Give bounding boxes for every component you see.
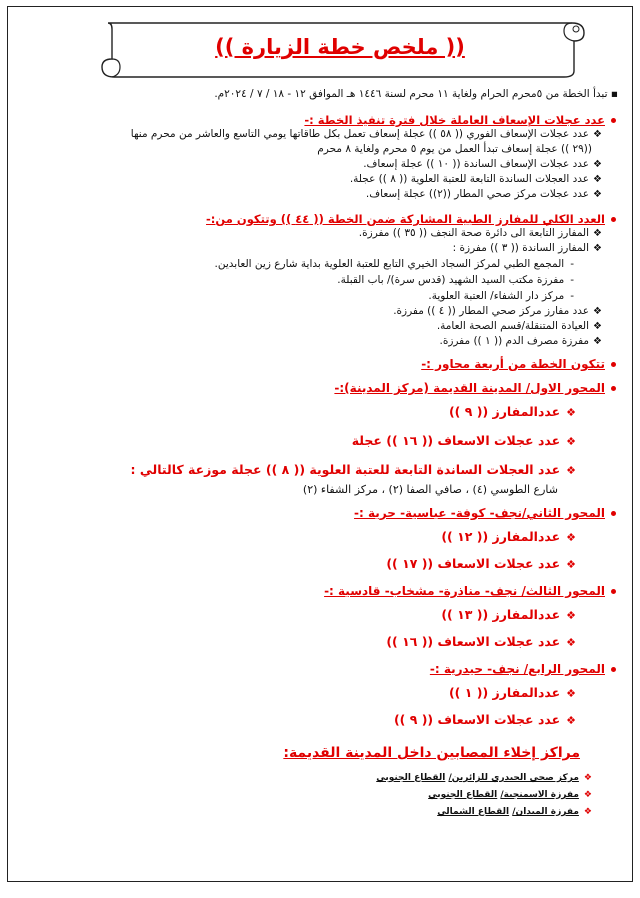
section-dot-icon (611, 589, 616, 594)
diamond-bullet-icon: ❖ (566, 558, 576, 571)
section-ambulance-heading: عدد عجلات الإسعاف العاملة خلال فترة تنفيذ الخطة :- (8, 113, 616, 127)
diamond-bullet-icon: ❖ (593, 306, 602, 317)
axis4-heading: المحور الرابع/ نجف- حيدرية :- (8, 662, 616, 676)
diamond-bullet-icon: ❖ (593, 189, 602, 200)
page-title: (( ملخص خطة الزيارة )) (215, 35, 465, 59)
diamond-bullet-icon: ❖ (566, 531, 576, 544)
section-detachments-heading: العدد الكلي للمفارز الطبية المشاركة ضمن الخطة (( ٤٤ )) وتتكون من:- (8, 212, 616, 226)
evacuation-centers-heading: مراكز إخلاء المصابين داخل المدينة القديمة: (283, 745, 580, 761)
section-dot-icon (611, 217, 616, 222)
axis1-support: ❖عدد العجلات الساندة التابعة للعتبة العلوية (( ٨ )) عجلة موزعة كالتالي : (130, 462, 576, 477)
diamond-bullet-icon: ❖ (593, 321, 602, 332)
document-page (7, 6, 633, 882)
axis1-distribution: شارع الطوسي (٤) ، صافي الصفا (٢) ، مركز الشفاء (٢) (302, 483, 558, 496)
axis3-ambulances: ❖عدد عجلات الاسعاف (( ١٦ )) (386, 634, 576, 649)
diamond-bullet-icon: ❖ (583, 807, 592, 817)
diamond-bullet-icon: ❖ (593, 228, 602, 239)
detachment-line: ❖عدد مفارز مركز صحي المطار (( ٤ )) مفرزة. (393, 305, 602, 317)
section-dot-icon (611, 386, 616, 391)
section-dot-icon (611, 667, 616, 672)
section-axes-heading: تتكون الخطة من أربعة محاور :- (8, 357, 616, 371)
diamond-bullet-icon: ❖ (593, 336, 602, 347)
axis1-heading: المحور الاول/ المدينة القديمة (مركز المدينة):- (8, 381, 616, 395)
ambulance-line: ❖عدد عجلات الإسعاف الساندة (( ١٠ )) عجلة إسعاف. (363, 158, 602, 170)
detachment-line: ❖العيادة المتنقلة/قسم الصحة العامة. (436, 320, 602, 332)
title-scroll-banner (94, 15, 586, 79)
detachment-line: ❖مفرزة مصرف الدم (( ١ )) مفرزة. (439, 335, 602, 347)
diamond-bullet-icon: ❖ (593, 174, 602, 185)
evacuation-center-item: ❖مفرزة الاسمنجية/ القطاع الجنوبي (428, 790, 592, 800)
intro-bullet-icon: ▪ (610, 88, 618, 100)
section-dot-icon (611, 511, 616, 516)
diamond-bullet-icon: ❖ (566, 435, 576, 448)
detachment-line: ❖المفارز التابعة الى دائرة صحة النجف (( ٣٥ )) مفرزة. (358, 227, 602, 239)
diamond-bullet-icon: ❖ (593, 159, 602, 170)
axis2-ambulances: ❖عدد عجلات الاسعاف (( ١٧ )) (386, 556, 576, 571)
diamond-bullet-icon: ❖ (566, 464, 576, 477)
evacuation-center-item: ❖مركز صحي الحيدري للزائرين/ القطاع الجنوبي (376, 773, 592, 783)
detachment-line: ❖المفارز الساندة (( ٣ )) مفرزة : (452, 242, 602, 254)
sub-item: -مركز دار الشفاء/ العتبة العلوية. (428, 290, 574, 302)
diamond-bullet-icon: ❖ (566, 406, 576, 419)
diamond-bullet-icon: ❖ (593, 243, 602, 254)
axis2-detachments: ❖عددالمفارز (( ١٢ )) (441, 529, 576, 544)
section-dot-icon (611, 118, 616, 123)
sub-item: -مفرزة مكتب السيد الشهيد (قدس سرة)/ باب القبلة. (337, 274, 574, 286)
section-dot-icon (611, 362, 616, 367)
diamond-bullet-icon: ❖ (566, 687, 576, 700)
content-body (8, 113, 632, 821)
axis4-ambulances: ❖عدد عجلات الاسعاف (( ٩ )) (393, 712, 576, 727)
axis4-detachments: ❖عددالمفارز (( ١ )) (448, 685, 576, 700)
diamond-bullet-icon: ❖ (566, 636, 576, 649)
intro-paragraph (20, 87, 618, 102)
ambulance-line: ❖عدد العجلات الساندة التابعة للعتبة العلوية (( ٨ )) عجلة. (349, 173, 602, 185)
diamond-bullet-icon: ❖ (583, 773, 592, 783)
evacuation-center-item: ❖مفرزة الميدان/ القطاع الشمالي (437, 807, 592, 817)
diamond-bullet-icon: ❖ (593, 129, 602, 140)
intro-text: تبدأ الخطة من ٥محرم الحرام ولغاية ١١ محرم لسنة ١٤٤٦ هـ الموافق ١٢ - ١٨ / ٧ / ٢٠٢٤م. (214, 88, 608, 100)
axis2-heading: المحور الثاني/نجف- كوفة- عباسية- حرية :- (8, 506, 616, 520)
diamond-bullet-icon: ❖ (566, 609, 576, 622)
ambulance-line: ((٢٩ )) عجلة إسعاف تبدأ العمل من يوم ٥ محرم ولغاية ٨ محرم (317, 143, 592, 155)
axis3-detachments: ❖عددالمفارز (( ١٣ )) (441, 607, 576, 622)
axis3-heading: المحور الثالث/ نجف- مناذرة- مشخاب- قادسية :- (8, 584, 616, 598)
ambulance-line: ❖عدد عجلات الإسعاف الفوري (( ٥٨ )) عجلة إسعاف تعمل بكل طاقاتها يومي التاسع والعاشر من محرم منها (130, 128, 602, 140)
diamond-bullet-icon: ❖ (583, 790, 592, 800)
axis1-detachments: ❖عددالمفارز (( ٩ )) (448, 404, 576, 419)
sub-item: -المجمع الطبي لمركز السجاد الخيري التابع للعتبة العلوية بداية شارع زين العابدين. (214, 258, 574, 270)
axis1-ambulances: ❖عدد عجلات الاسعاف (( ١٦ )) عجلة (351, 433, 576, 448)
ambulance-line: ❖عدد عجلات مركز صحي المطار ((٢)) عجلة إسعاف. (365, 188, 602, 200)
diamond-bullet-icon: ❖ (566, 714, 576, 727)
